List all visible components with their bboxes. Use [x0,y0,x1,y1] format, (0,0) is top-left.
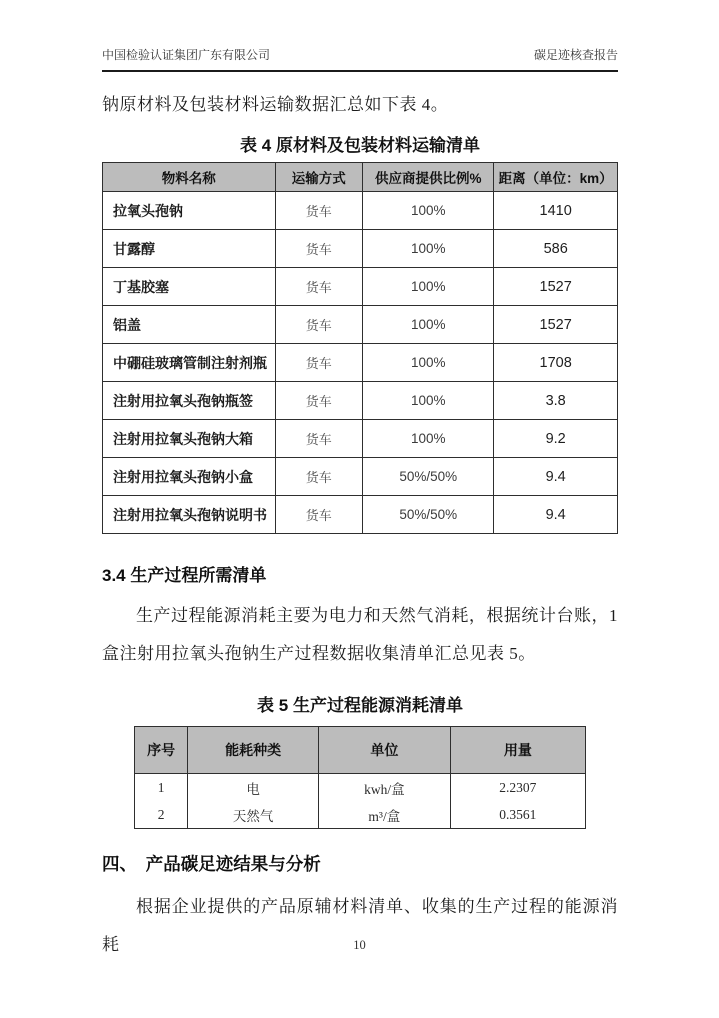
table-cell: 货车 [275,420,363,458]
table-row [103,192,618,230]
table-cell: 1527 [494,306,618,344]
table-row [103,382,618,420]
table-cell: 注射用拉氧头孢钠瓶签 [103,382,276,420]
table-cell: 天然气 [188,801,319,829]
table-cell: 100% [363,420,494,458]
table-row [103,344,618,382]
table-cell: 铝盖 [103,306,276,344]
table-cell: 50%/50% [363,496,494,534]
table-cell: 9.2 [494,420,618,458]
table-cell: 注射用拉氧头孢钠小盒 [103,458,276,496]
table-row [135,774,586,802]
table-cell: 2 [135,801,188,829]
table-row [103,496,618,534]
table-cell: 注射用拉氧头孢钠说明书 [103,496,276,534]
table-cell: 注射用拉氧头孢钠大箱 [103,420,276,458]
table-cell: 9.4 [494,496,618,534]
section-3-4-heading: 3.4 生产过程所需清单 [102,566,267,585]
column-header: 序号 [135,727,188,774]
table-cell: 电 [188,774,319,802]
column-header: 供应商提供比例% [363,163,494,192]
column-header: 单位 [318,727,450,774]
table5-body [135,774,586,829]
table-cell: 100% [363,192,494,230]
table5-title: 表 5 生产过程能源消耗清单 [257,696,463,715]
table-cell: 2.2307 [450,774,585,802]
table-row [135,801,586,829]
table4-header-row [103,163,618,192]
table-cell: 1410 [494,192,618,230]
table4-title: 表 4 原材料及包装材料运输清单 [240,136,480,155]
table-cell: 3.8 [494,382,618,420]
table-cell: 100% [363,344,494,382]
table-cell: 0.3561 [450,801,585,829]
column-header: 运输方式 [275,163,363,192]
table-cell: 丁基胶塞 [103,268,276,306]
table5-energy-list [134,726,586,829]
table-cell: 9.4 [494,458,618,496]
table-cell: 100% [363,382,494,420]
table-cell: m³/盒 [318,801,450,829]
table-cell: 货车 [275,306,363,344]
table-cell: 1708 [494,344,618,382]
table-cell: 货车 [275,230,363,268]
table-row [103,420,618,458]
section-4-heading: 四、 产品碳足迹结果与分析 [102,854,321,874]
table-cell: 货车 [275,496,363,534]
table-cell: 货车 [275,458,363,496]
table-cell: 货车 [275,382,363,420]
table-cell: 50%/50% [363,458,494,496]
table-row [103,230,618,268]
column-header: 能耗种类 [188,727,319,774]
header-company-name: 中国检验认证集团广东有限公司 [102,48,271,62]
table4-body [103,192,618,534]
table-row [103,458,618,496]
table-cell: 拉氧头孢钠 [103,192,276,230]
table5-header-row [135,727,586,774]
table-cell: 货车 [275,268,363,306]
table-row [103,306,618,344]
table-cell: 100% [363,230,494,268]
table-cell: 货车 [275,192,363,230]
table-cell: 1 [135,774,188,802]
table-cell: kwh/盒 [318,774,450,802]
table-cell: 100% [363,306,494,344]
table-cell: 100% [363,268,494,306]
column-header: 距离（单位：km） [494,163,618,192]
table4-transport-list [102,162,618,534]
section-3-4-paragraph: 生产过程能源消耗主要为电力和天然气消耗，根据统计台账，1盒注射用拉氧头孢钠生产过程数据收集清单汇总见表 5。 [102,606,618,663]
page-header [102,46,618,72]
table-row [103,268,618,306]
column-header: 物料名称 [103,163,276,192]
table-cell: 中硼硅玻璃管制注射剂瓶 [103,344,276,382]
table-cell: 586 [494,230,618,268]
page-number: 10 [353,938,366,952]
column-header: 用量 [450,727,585,774]
table-cell: 甘露醇 [103,230,276,268]
intro-paragraph: 钠原材料及包装材料运输数据汇总如下表 4。 [102,95,449,114]
table-cell: 货车 [275,344,363,382]
section-4-paragraph: 根据企业提供的产品原辅材料清单、收集的生产过程的能源消耗 [102,897,618,954]
table-cell: 1527 [494,268,618,306]
header-report-title: 碳足迹核查报告 [533,48,618,62]
